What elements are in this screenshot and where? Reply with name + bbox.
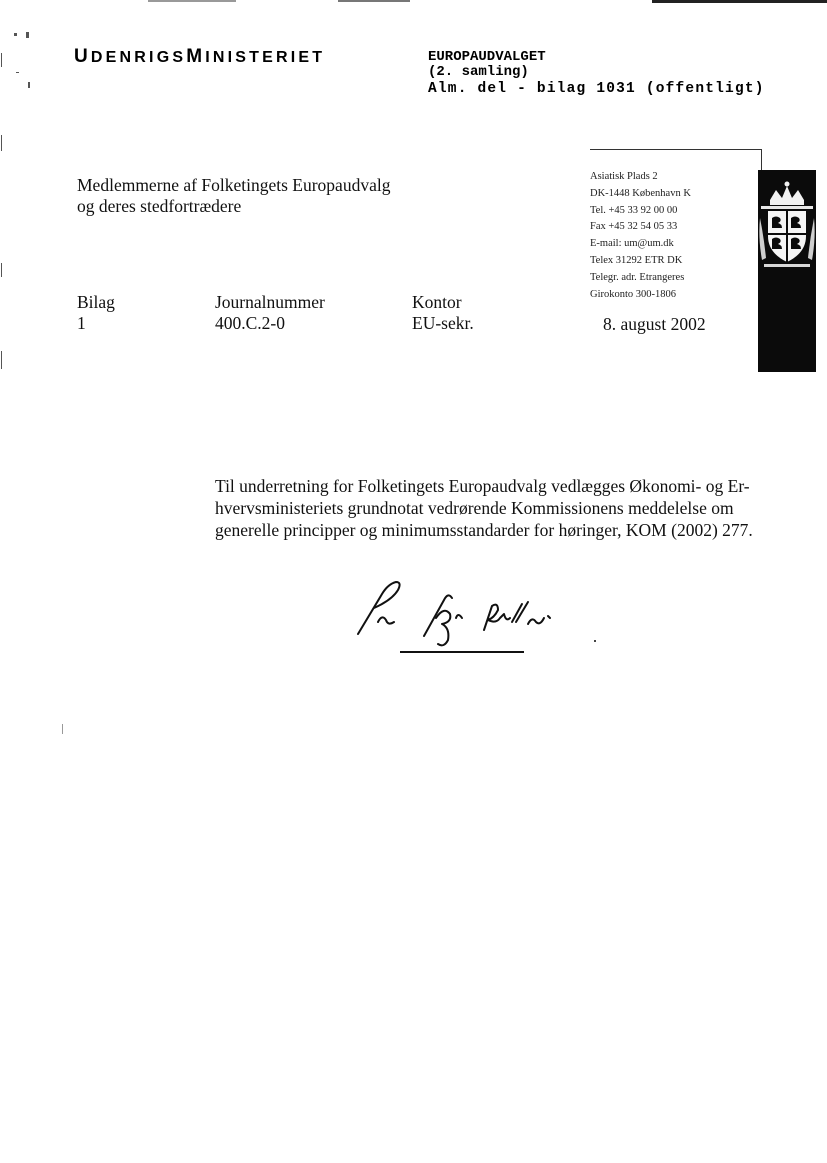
address-street: Asiatisk Plads 2 [590,171,658,182]
stray-dot [594,640,596,642]
address-rule-vertical [761,149,762,171]
handwritten-signature [352,578,582,658]
stamp-line-3: Alm. del - bilag 1031 (offentligt) [428,81,765,97]
ministry-initial-u: U [74,46,91,67]
scan-artifact-top-3 [652,0,827,3]
recipient-block [77,175,390,217]
crest-panel [758,170,816,372]
journal-value: 400.C.2-0 [215,313,285,333]
address-city: DK-1448 København K [590,187,691,199]
margin-mark [28,82,30,88]
committee-stamp [428,50,765,97]
margin-mark [1,351,2,369]
address-tel: Tel. +45 33 92 00 00 [590,204,678,216]
address-block [590,169,691,303]
bilag-value: 1 [77,313,86,333]
kontor-value: EU-sekr. [412,313,474,333]
margin-mark [14,33,17,36]
recipient-line-2: og deres stedfortrædere [77,196,242,216]
kontor-label: Kontor [412,292,462,312]
journal-label: Journalnummer [215,292,325,312]
margin-mark [1,135,2,151]
margin-mark [1,263,2,277]
margin-mark [16,72,19,73]
address-girokonto: Girokonto 300-1806 [590,288,677,300]
recipient-line-1: Medlemmerne af Folketingets Europaudvalg [77,175,391,195]
ministry-name [74,46,325,68]
ministry-part-1: DENRIGS [90,49,187,66]
bilag-label: Bilag [77,292,115,312]
signature-underline [400,651,524,653]
letter-date: 8. august 2002 [603,314,706,334]
address-email: E-mail: um@um.dk [590,238,674,250]
body-line-1: Til underretning for Folketingets Europaudvalg vedlægges Økonomi- og Er- [215,476,750,496]
scan-artifact-top-2 [338,0,410,2]
address-telex: Telex 31292 ETR DK [590,254,683,266]
ministry-initial-m: M [186,46,206,67]
body-paragraph [215,475,763,541]
address-rule [590,149,762,150]
margin-mark [1,53,2,67]
margin-mark [26,32,29,38]
address-fax: Fax +45 32 54 05 33 [590,221,678,233]
margin-mark [62,724,63,734]
scan-artifact-top-1 [148,0,236,2]
stamp-line-2: (2. samling) [428,64,529,80]
ministry-part-2: INISTERIET [205,49,326,66]
body-line-3: generelle principper og minimumsstandarder for høringer, KOM (2002) 277. [215,520,753,540]
danish-royal-crest-icon [758,178,816,298]
stamp-line-1: EUROPAUDVALGET [428,49,546,65]
body-line-2: hvervsministeriets grundnotat vedrørende Kommissionens meddelelse om [215,498,734,518]
address-telegr: Telegr. adr. Etrangeres [590,271,685,283]
